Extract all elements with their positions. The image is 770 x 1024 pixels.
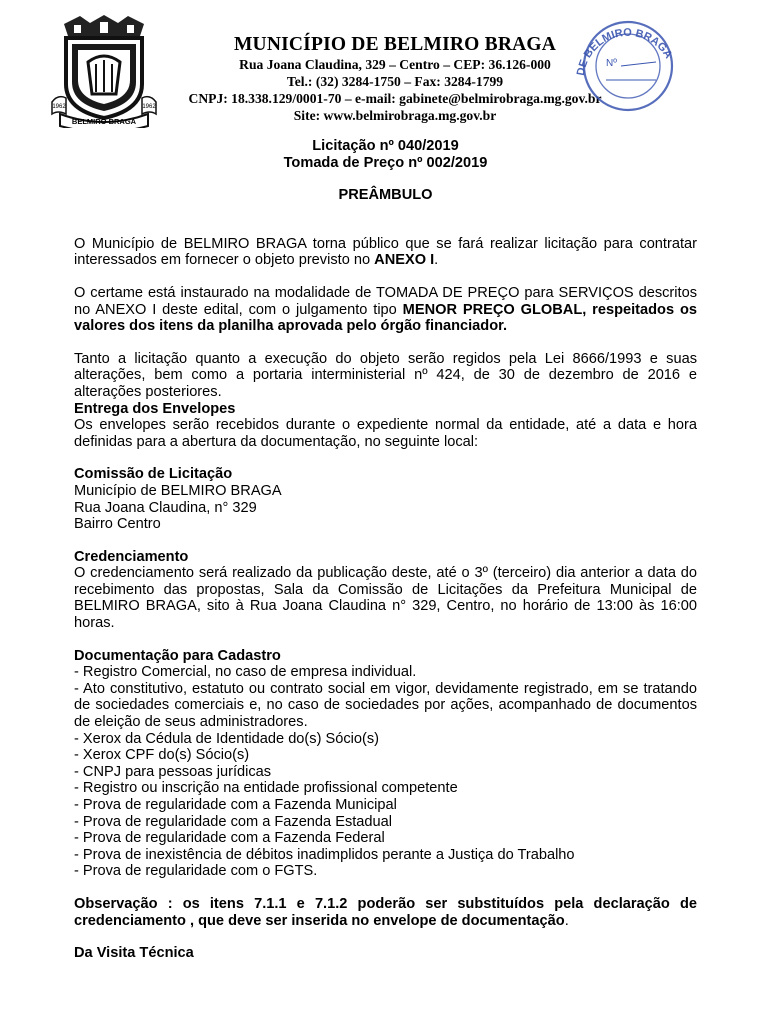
- list-item: - Registro ou inscrição na entidade profissional competente: [74, 780, 458, 797]
- paragraph-modalidade: [74, 285, 697, 335]
- intro-text: O Município de BELMIRO BRAGA torna público que se fará realizar licitação para contratar interessados em fornecer o objeto previsto no: [74, 235, 697, 269]
- protocol-stamp: [566, 16, 684, 112]
- cnpj-email-line: CNPJ: 18.338.129/0001-70 – e-mail: gabinete@belmirobraga.mg.gov.br: [188, 91, 602, 106]
- comissao-line-1: Município de BELMIRO BRAGA: [74, 482, 282, 499]
- list-item: - Xerox CPF do(s) Sócio(s): [74, 747, 250, 764]
- comissao-line-2: Rua Joana Claudina, n° 329: [74, 499, 257, 516]
- observacao-end: .: [564, 912, 569, 929]
- letterhead: [165, 34, 625, 124]
- documentacao-list: [74, 664, 697, 880]
- list-item: - Prova de regularidade com a Fazenda Municipal: [74, 797, 397, 813]
- crest-banner-text: BELMIRO BRAGA: [71, 117, 137, 126]
- credenciamento-text: O credenciamento será realizado da publicação deste, até o 3º (terceiro) dia anterior a data do recebimento das propostas, Sala da Comissão de Licitações da Prefeitura Municipal de BELMIRO BRAGA, sito à Rua Joana Claudina n° 329, Centro, no horário de 13:00 às 16:00 horas.: [74, 565, 697, 632]
- credenciamento-heading: Credenciamento: [74, 548, 189, 565]
- stamp-arc-text: DE BELMIRO BRAGA: [574, 26, 675, 77]
- site-line: Site: www.belmirobraga.mg.gov.br: [293, 108, 497, 123]
- entrega-text: Os envelopes serão recebidos durante o expediente normal da entidade, até a data e hora definidas para a abertura da documentação, no seguinte local:: [74, 417, 697, 450]
- document-body: [74, 138, 697, 962]
- list-item: - Prova de regularidade com a Fazenda Federal: [74, 830, 385, 847]
- list-item: - Ato constitutivo, estatuto ou contrato social em vigor, devidamente registrado, em se tratando de sociedades comerciais e, no caso de sociedades por ações, acompanhado de documentos de eleição de seus administradores.: [74, 680, 697, 731]
- anexo-ref: ANEXO I: [374, 252, 435, 269]
- intro-end: .: [434, 252, 439, 269]
- comissao-heading: Comissão de Licitação: [74, 466, 233, 483]
- observacao-paragraph: [74, 896, 697, 929]
- visita-tecnica-heading: Da Visita Técnica: [74, 945, 194, 962]
- crest-year-left: 1962: [52, 104, 66, 110]
- list-item: - CNPJ para pessoas jurídicas: [74, 763, 272, 780]
- address-line: Rua Joana Claudina, 329 – Centro – CEP: 36.126-000: [239, 57, 551, 72]
- municipality-title: MUNICÍPIO DE BELMIRO BRAGA: [233, 34, 557, 55]
- modalidade-text: O certame está instaurado na modalidade de TOMADA DE PREÇO para SERVIÇOS descritos no ANEXO I deste edital, com o julgamento tipo: [74, 284, 697, 318]
- list-item: - Registro Comercial, no caso de empresa individual.: [74, 664, 417, 681]
- list-item: - Prova de inexistência de débitos inadimplidos perante a Justiça do Trabalho: [74, 846, 575, 863]
- paragraph-legislacao: Tanto a licitação quanto a execução do objeto serão regidos pela Lei 8666/1993 e suas alterações, bem como a portaria interministerial nº 424, de 30 de dezembro de 2016 e alterações posteriores.: [74, 350, 697, 400]
- documentacao-heading: Documentação para Cadastro: [74, 647, 281, 664]
- entrega-heading: Entrega dos Envelopes: [74, 400, 236, 417]
- observacao-bold: Observação : os itens 7.1.1 e 7.1.2 poderão ser substituídos pela declaração de credenciamento , que deve ser inserida no envelope de documentação: [74, 895, 697, 929]
- comissao-line-3: Bairro Centro: [74, 516, 161, 533]
- list-item: - Xerox da Cédula de Identidade do(s) Sócio(s): [74, 730, 380, 747]
- licitacao-number: Licitação nº 040/2019: [312, 138, 459, 154]
- municipal-crest-logo: [50, 14, 158, 128]
- preambulo-heading: PREÂMBULO: [338, 187, 433, 204]
- stamp-number-label: Nº: [606, 58, 617, 69]
- phone-line: Tel.: (32) 3284-1750 – Fax: 3284-1799: [286, 74, 504, 89]
- paragraph-intro: [74, 236, 697, 269]
- list-item: - Prova de regularidade com o FGTS.: [74, 863, 318, 880]
- list-item: - Prova de regularidade com a Fazenda Estadual: [74, 813, 393, 830]
- modalidade-bold: MENOR PREÇO GLOBAL, respeitados os valores dos itens da planilha aprovada pelo órgão financiador.: [74, 301, 697, 335]
- crest-year-right: 1962: [142, 104, 156, 110]
- tomada-preco-number: Tomada de Preço nº 002/2019: [283, 154, 488, 171]
